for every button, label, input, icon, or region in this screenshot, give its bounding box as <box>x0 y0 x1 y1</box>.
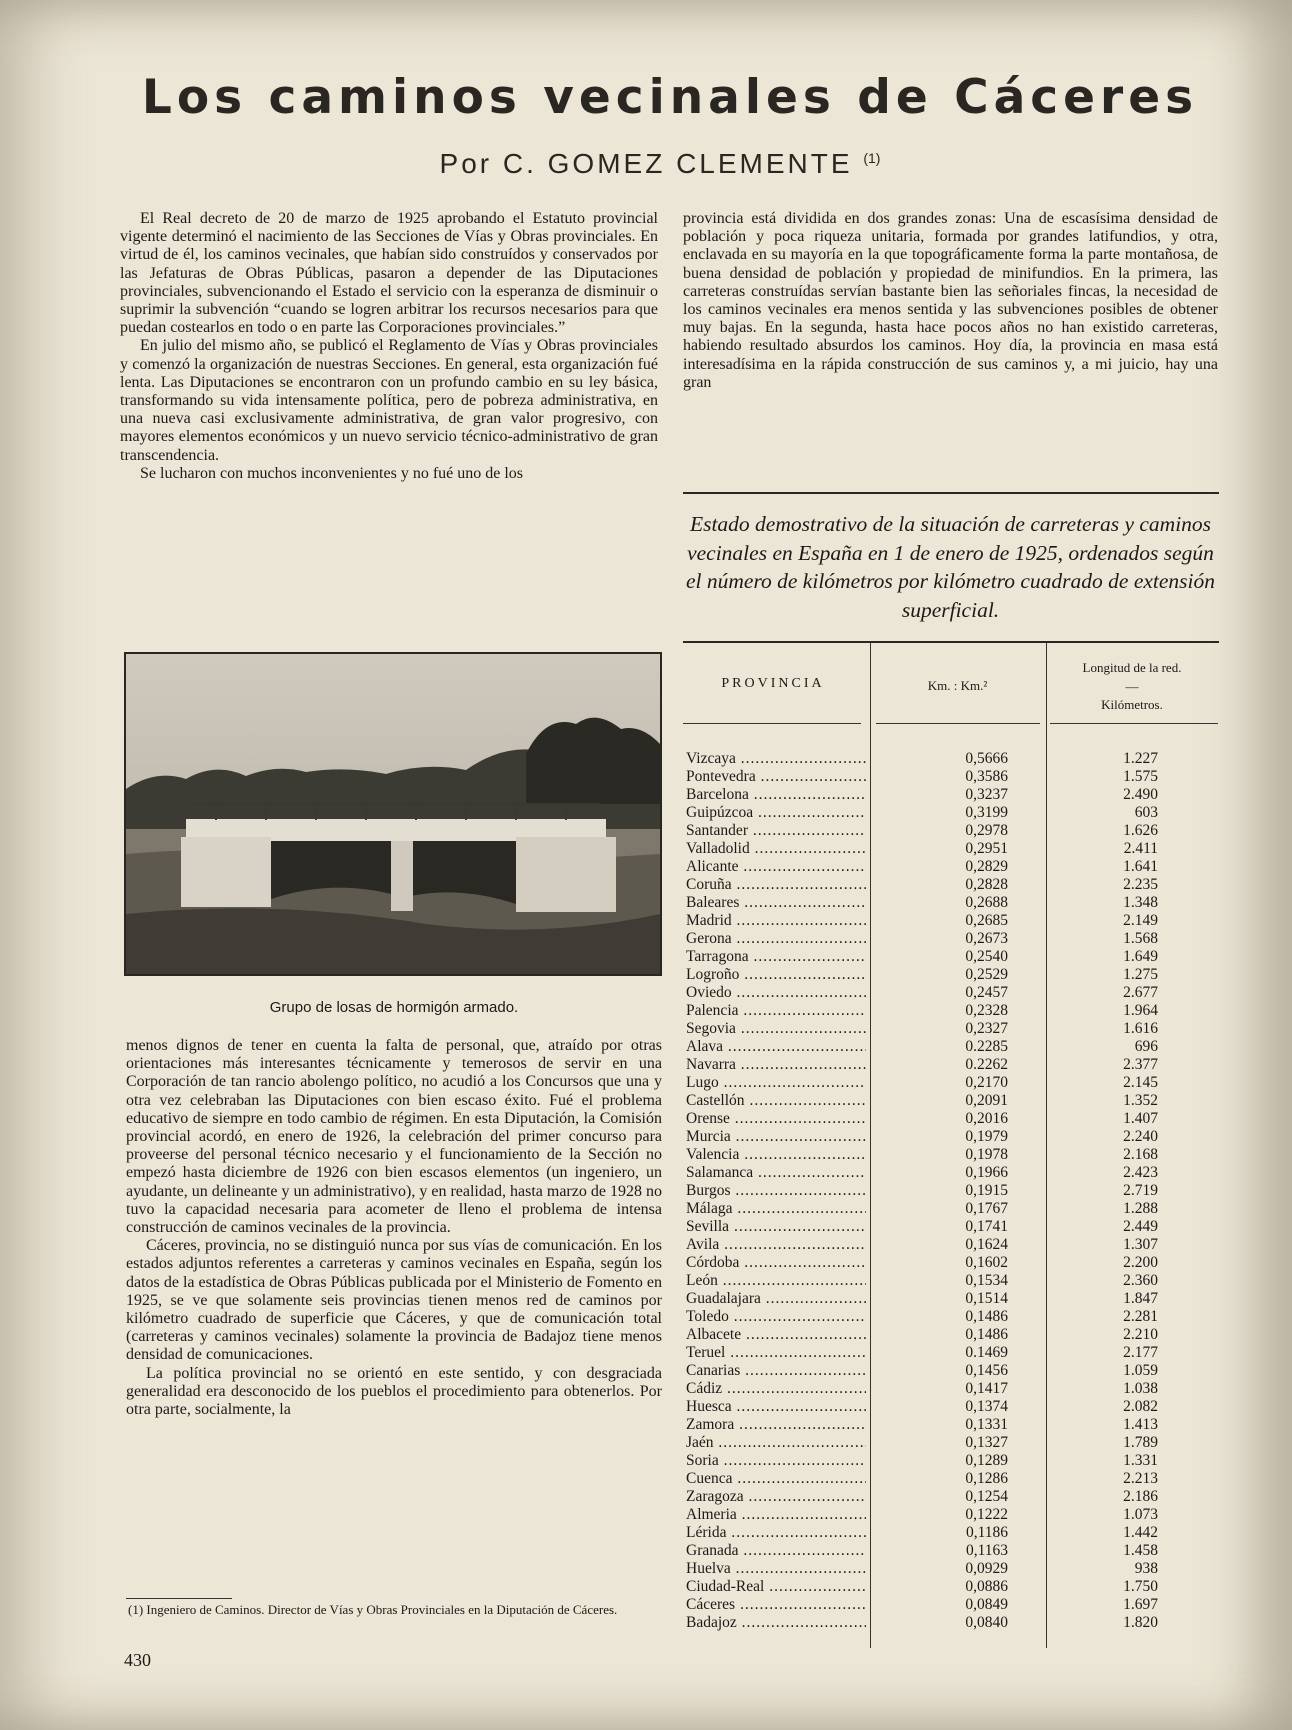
province-cell: Badajoz ..... <box>686 1614 866 1632</box>
table-row <box>683 1344 1218 1362</box>
length-cell: 1.568 <box>1123 930 1158 947</box>
length-cell: 1.307 <box>1123 1236 1158 1253</box>
province-cell: León ..... <box>686 1272 866 1290</box>
length-cell: 2.200 <box>1123 1254 1158 1271</box>
length-cell: 2.235 <box>1123 876 1158 893</box>
ratio-cell: 0,3199 <box>965 804 1008 821</box>
province-cell: Pontevedra ..... <box>686 768 866 786</box>
length-cell: 1.352 <box>1123 1092 1158 1109</box>
table-row <box>683 1236 1218 1254</box>
length-cell: 2.145 <box>1123 1074 1158 1091</box>
province-cell: Alicante ..... <box>686 858 866 876</box>
ratio-cell: 0.2262 <box>965 1056 1008 1073</box>
length-cell: 2.210 <box>1123 1326 1158 1343</box>
length-cell: 1.348 <box>1123 894 1158 911</box>
length-cell: 1.789 <box>1123 1434 1158 1451</box>
ratio-cell: 0,1978 <box>965 1146 1008 1163</box>
table-row <box>683 1164 1218 1182</box>
ratio-cell: 0,2540 <box>965 948 1008 965</box>
province-cell: Zaragoza ..... <box>686 1488 866 1506</box>
ratio-cell: 0,2327 <box>965 1020 1008 1037</box>
table-row <box>683 1506 1218 1524</box>
length-cell: 2.082 <box>1123 1398 1158 1415</box>
table-row <box>683 840 1218 858</box>
ratio-cell: 0,1486 <box>965 1308 1008 1325</box>
province-cell: Murcia ..... <box>686 1128 866 1146</box>
table-row <box>683 948 1218 966</box>
length-cell: 1.331 <box>1123 1452 1158 1469</box>
province-cell: Segovia ..... <box>686 1020 866 1038</box>
length-cell: 1.458 <box>1123 1542 1158 1559</box>
province-cell: Valladolid ..... <box>686 840 866 858</box>
province-cell: Málaga ..... <box>686 1200 866 1218</box>
table-row <box>683 768 1218 786</box>
table-row <box>683 894 1218 912</box>
table-row <box>683 1254 1218 1272</box>
ratio-cell: 0,2978 <box>965 822 1008 839</box>
province-cell: Castellón ..... <box>686 1092 866 1110</box>
table-title: Estado demostrativo de la situación de carreteras y caminos vecinales en España en 1 de enero de 1925, ordenados según el número de kilómetros por kilómetro cuadrado de extensión superficial. <box>685 512 1216 622</box>
bridge-photograph <box>124 652 662 976</box>
table-row <box>683 1470 1218 1488</box>
table-row <box>683 1182 1218 1200</box>
province-cell: Córdoba ..... <box>686 1254 866 1272</box>
length-cell: 1.038 <box>1123 1380 1158 1397</box>
table-row <box>683 1308 1218 1326</box>
table-row <box>683 1578 1218 1596</box>
province-cell: Tarragona ..... <box>686 948 866 966</box>
table-row <box>683 876 1218 894</box>
table-row <box>683 984 1218 1002</box>
province-cell: Cádiz ..... <box>686 1380 866 1398</box>
ratio-cell: 0,3237 <box>965 786 1008 803</box>
table-row <box>683 804 1218 822</box>
province-cell: Granada ..... <box>686 1542 866 1560</box>
paragraph: La política provincial no se orientó en este sentido, y con desgraciada generalidad era desconocido de los pueblos el procedimiento para obtenerlos. Por otra parte, socialmente, la <box>126 1364 662 1419</box>
province-cell: Jaén ..... <box>686 1434 866 1452</box>
length-cell: 1.616 <box>1123 1020 1158 1037</box>
ratio-cell: 0,1966 <box>965 1164 1008 1181</box>
province-cell: Orense ..... <box>686 1110 866 1128</box>
province-cell: Santander ..... <box>686 822 866 840</box>
length-cell: 1.442 <box>1123 1524 1158 1541</box>
length-cell: 2.411 <box>1123 840 1158 857</box>
table-row <box>683 1452 1218 1470</box>
province-cell: Guadalajara ..... <box>686 1290 866 1308</box>
ratio-cell: 0,2091 <box>965 1092 1008 1109</box>
length-cell: 2.449 <box>1123 1218 1158 1235</box>
table-body <box>683 750 1218 1632</box>
length-cell: 2.377 <box>1123 1056 1158 1073</box>
ratio-cell: 0,5666 <box>965 750 1008 767</box>
ratio-cell: 0,1602 <box>965 1254 1008 1271</box>
province-cell: Guipúzcoa ..... <box>686 804 866 822</box>
ratio-cell: 0.2285 <box>965 1038 1008 1055</box>
length-cell: 1.275 <box>1123 966 1158 983</box>
length-cell: 2.490 <box>1123 786 1158 803</box>
province-cell: Canarias ..... <box>686 1362 866 1380</box>
length-cell: 1.227 <box>1123 750 1158 767</box>
length-cell: 1.964 <box>1123 1002 1158 1019</box>
ratio-cell: 0,0849 <box>965 1596 1008 1613</box>
table-row <box>683 1002 1218 1020</box>
table-row <box>683 1326 1218 1344</box>
table-row <box>683 1128 1218 1146</box>
table-row <box>683 1272 1218 1290</box>
table-row <box>683 1218 1218 1236</box>
province-cell: Oviedo ..... <box>686 984 866 1002</box>
length-cell: 1.059 <box>1123 1362 1158 1379</box>
length-cell: 1.626 <box>1123 822 1158 839</box>
length-cell: 1.641 <box>1123 858 1158 875</box>
province-cell: Valencia ..... <box>686 1146 866 1164</box>
ratio-cell: 0,1186 <box>965 1524 1008 1541</box>
table-row <box>683 1290 1218 1308</box>
length-cell: 1.288 <box>1123 1200 1158 1217</box>
province-cell: Lugo ..... <box>686 1074 866 1092</box>
ratio-cell: 0,1289 <box>965 1452 1008 1469</box>
paragraph: Cáceres, provincia, no se distinguió nunca por sus vías de comunicación. En los estados adjuntos referentes a carreteras y caminos vecinales en España, según los datos de la estadística de Obras Públicas publicada por el Ministerio de Fomento en 1925, se ve que solamente seis provincias tienen menos red de caminos por kilómetro cuadrado de superficie que Cáceres, y que de comunicación total (carreteras y caminos vecinales) solamente la provincia de Badajoz tiene menos densidad de comunicaciones. <box>126 1237 662 1364</box>
ratio-cell: 0,1327 <box>965 1434 1008 1451</box>
province-cell: Zamora ..... <box>686 1416 866 1434</box>
length-cell: 2.177 <box>1123 1344 1158 1361</box>
ratio-cell: 0,1374 <box>965 1398 1008 1415</box>
province-cell: Lérida ..... <box>686 1524 866 1542</box>
table-row <box>683 1524 1218 1542</box>
header-km-ratio: Km. : Km.² <box>927 678 988 693</box>
ratio-cell: 0,1486 <box>965 1326 1008 1343</box>
table-row <box>683 750 1218 768</box>
length-cell: 2.719 <box>1123 1182 1158 1199</box>
ratio-cell: 0,1534 <box>965 1272 1008 1289</box>
table-row <box>683 1542 1218 1560</box>
ratio-cell: 0,2529 <box>965 966 1008 983</box>
province-cell: Avila ..... <box>686 1236 866 1254</box>
province-cell: Barcelona ..... <box>686 786 866 804</box>
province-cell: Logroño ..... <box>686 966 866 984</box>
length-cell: 938 <box>1134 1560 1158 1577</box>
province-cell: Baleares ..... <box>686 894 866 912</box>
footnote: (1) Ingeniero de Caminos. Director de Vías y Obras Provinciales en la Diputación de Cáceres. <box>128 1602 618 1617</box>
paragraph: menos dignos de tener en cuenta la falta de personal, que, atraído por otras orientaciones más interesantes técnicamente y temerosos de servir en una Corporación de tan rancio abolengo político, no acudió a los Concursos que una y otra vez celebraban las Diputaciones con bien escaso éxito. Fué el problema educativo de siempre en todo cambio de régimen. En esta Diputación, la Comisión provincial acordó, en enero de 1926, la celebración del primer concurso para proveerse del personal técnico necesario y el funcionamiento de la Sección no empezó hasta diciembre de 1926 con bien escasos elementos (un ingeniero, un ayudante, un delineante y un administrativo), y en realidad, hasta marzo de 1928 no tuvo la capacidad necesaria para acometer de lleno el problema de intensa construcción de caminos vecinales de la provincia. <box>126 1037 662 1237</box>
table-row <box>683 858 1218 876</box>
ratio-cell: 0,1624 <box>965 1236 1008 1253</box>
table-row <box>683 1398 1218 1416</box>
length-cell: 1.847 <box>1123 1290 1158 1307</box>
byline-text: Por C. GOMEZ CLEMENTE <box>439 148 853 179</box>
ratio-cell: 0,0886 <box>965 1578 1008 1595</box>
table-row <box>683 1092 1218 1110</box>
ratio-cell: 0,2685 <box>965 912 1008 929</box>
province-cell: Cáceres ..... <box>686 1596 866 1614</box>
table-row <box>683 930 1218 948</box>
column-right-top <box>683 210 1218 392</box>
ratio-cell: 0,1456 <box>965 1362 1008 1379</box>
ratio-cell: 0,1514 <box>965 1290 1008 1307</box>
length-cell: 2.677 <box>1123 984 1158 1001</box>
length-cell: 1.073 <box>1123 1506 1158 1523</box>
ratio-cell: 0,1331 <box>965 1416 1008 1433</box>
length-cell: 2.240 <box>1123 1128 1158 1145</box>
province-cell: Coruña ..... <box>686 876 866 894</box>
province-cell: Navarra ..... <box>686 1056 866 1074</box>
table-row <box>683 1434 1218 1452</box>
length-cell: 2.149 <box>1123 912 1158 929</box>
length-cell: 603 <box>1134 804 1158 821</box>
table-row <box>683 1110 1218 1128</box>
paragraph: provincia está dividida en dos grandes zonas: Una de escasísima densidad de población y poca riqueza unitaria, formada por grandes latifundios, y otra, enclavada en su mayoría en la que topográficamente forma la parte montañosa, de buena densidad de población y propiedad de minifundios. En la primera, las carreteras construídas servían bastante bien las señoriales fincas, la necesidad de los caminos vecinales era menos sentida y las subvenciones posibles de obtener muy bajas. En la segunda, hasta hace pocos años no han existido carreteras, habiendo resultado absurdos los caminos. Hoy día, la provincia en masa está interesadísima en la rápida construcción de sus caminos y, a mi juicio, hay una gran <box>683 210 1218 391</box>
column-left-top <box>120 210 658 483</box>
table-row <box>683 912 1218 930</box>
length-cell: 1.575 <box>1123 768 1158 785</box>
ratio-cell: 0.1469 <box>965 1344 1008 1361</box>
table-row <box>683 1380 1218 1398</box>
province-cell: Huesca ..... <box>686 1398 866 1416</box>
length-cell: 1.407 <box>1123 1110 1158 1127</box>
article-title: Los caminos vecinales de Cáceres <box>141 70 1199 125</box>
ratio-cell: 0,1741 <box>965 1218 1008 1235</box>
province-cell: Toledo ..... <box>686 1308 866 1326</box>
header-underline <box>876 723 1040 724</box>
paragraph: Se lucharon con muchos inconvenientes y no fué uno de los <box>140 464 524 482</box>
table-header-rule <box>683 641 1219 643</box>
province-cell: Madrid ..... <box>686 912 866 930</box>
table-row <box>683 1074 1218 1092</box>
ratio-cell: 0,1767 <box>965 1200 1008 1217</box>
article-byline <box>300 148 1020 180</box>
page-number: 430 <box>124 1650 151 1670</box>
paragraph: El Real decreto de 20 de marzo de 1925 aprobando el Estatuto provincial vigente determinó el nacimiento de las Secciones de Vías y Obras provinciales. En virtud de él, los caminos vecinales, que habían sido construídos y conservados por las Jefaturas de Obras Públicas, pasaron a depender de las Diputaciones provinciales, subvencionando el Estado el servicio con la esperanza de disminuir o suprimir la subvención “cuando se logren arbitrar los recursos necesarios para que puedan costearlos en todo o en parte las Corporaciones provinciales.” <box>120 210 658 337</box>
length-cell: 1.413 <box>1123 1416 1158 1433</box>
ratio-cell: 0,2688 <box>965 894 1008 911</box>
length-cell: 2.186 <box>1123 1488 1158 1505</box>
header-kilometros: Kilómetros. <box>1101 697 1163 712</box>
table-row <box>683 1488 1218 1506</box>
ratio-cell: 0,2016 <box>965 1110 1008 1127</box>
ratio-cell: 0,2328 <box>965 1002 1008 1019</box>
footnote-ref: (1) <box>863 150 881 166</box>
table-top-rule <box>683 492 1219 494</box>
table-row <box>683 822 1218 840</box>
ratio-cell: 0,2673 <box>965 930 1008 947</box>
ratio-cell: 0,1915 <box>965 1182 1008 1199</box>
length-cell: 696 <box>1134 1038 1158 1055</box>
province-cell: Almeria ..... <box>686 1506 866 1524</box>
province-cell: Salamanca ..... <box>686 1164 866 1182</box>
footnote-rule <box>126 1598 232 1599</box>
province-cell: Teruel ..... <box>686 1344 866 1362</box>
bridge-image <box>126 654 660 974</box>
province-cell: Palencia ..... <box>686 1002 866 1020</box>
province-cell: Ciudad-Real ..... <box>686 1578 866 1596</box>
header-dash: — <box>1125 679 1139 694</box>
ratio-cell: 0,2951 <box>965 840 1008 857</box>
length-cell: 2.281 <box>1123 1308 1158 1325</box>
table-row <box>683 1146 1218 1164</box>
header-longitud: Longitud de la red. <box>1082 660 1182 675</box>
province-cell: Sevilla ..... <box>686 1218 866 1236</box>
table-row <box>683 1020 1218 1038</box>
length-cell: 1.649 <box>1123 948 1158 965</box>
table-row <box>683 1056 1218 1074</box>
province-cell: Cuenca ..... <box>686 1470 866 1488</box>
table-row <box>683 1038 1218 1056</box>
ratio-cell: 0,0840 <box>965 1614 1008 1631</box>
table-row <box>683 1416 1218 1434</box>
header-provincia: PROVINCIA <box>721 676 825 691</box>
province-cell: Gerona ..... <box>686 930 866 948</box>
province-cell: Albacete ..... <box>686 1326 866 1344</box>
length-cell: 1.697 <box>1123 1596 1158 1613</box>
ratio-cell: 0,1979 <box>965 1128 1008 1145</box>
table-row <box>683 966 1218 984</box>
column-left-bottom <box>126 1037 662 1419</box>
ratio-cell: 0,1286 <box>965 1470 1008 1487</box>
table-row <box>683 1596 1218 1614</box>
paragraph: En julio del mismo año, se publicó el Reglamento de Vías y Obras provinciales y comenzó la organización de nuestras Secciones. En general, esta organización fué lenta. Las Diputaciones se encontraron con un profundo cambio en su ley básica, transformando su vida intensamente política, pero de pobreza administrativa, en una nueva casi exclusivamente administrativa, de gran valor progresivo, con mayores elementos económicos y un nuevo servicio técnico-administrativo de gran transcendencia. <box>120 337 658 464</box>
province-cell: Vizcaya ..... <box>686 750 866 768</box>
length-cell: 1.750 <box>1123 1578 1158 1595</box>
length-cell: 2.423 <box>1123 1164 1158 1181</box>
table-row <box>683 1560 1218 1578</box>
province-cell: Soria ..... <box>686 1452 866 1470</box>
photo-caption: Grupo de losas de hormigón armado. <box>269 999 519 1016</box>
length-cell: 1.820 <box>1123 1614 1158 1631</box>
ratio-cell: 0,2828 <box>965 876 1008 893</box>
ratio-cell: 0,2457 <box>965 984 1008 1001</box>
length-cell: 2.213 <box>1123 1470 1158 1487</box>
ratio-cell: 0,2170 <box>965 1074 1008 1091</box>
length-cell: 2.360 <box>1123 1272 1158 1289</box>
table-row <box>683 786 1218 804</box>
table-row <box>683 1200 1218 1218</box>
province-cell: Alava ..... <box>686 1038 866 1056</box>
length-cell: 2.168 <box>1123 1146 1158 1163</box>
table-row <box>683 1362 1218 1380</box>
province-cell: Burgos ..... <box>686 1182 866 1200</box>
ratio-cell: 0,2829 <box>965 858 1008 875</box>
ratio-cell: 0,1163 <box>965 1542 1008 1559</box>
header-underline <box>683 723 861 724</box>
province-cell: Huelva ..... <box>686 1560 866 1578</box>
header-underline <box>1050 723 1218 724</box>
ratio-cell: 0,0929 <box>965 1560 1008 1577</box>
ratio-cell: 0,1222 <box>965 1506 1008 1523</box>
table-row <box>683 1614 1218 1632</box>
ratio-cell: 0,1254 <box>965 1488 1008 1505</box>
ratio-cell: 0,1417 <box>965 1380 1008 1397</box>
ratio-cell: 0,3586 <box>965 768 1008 785</box>
